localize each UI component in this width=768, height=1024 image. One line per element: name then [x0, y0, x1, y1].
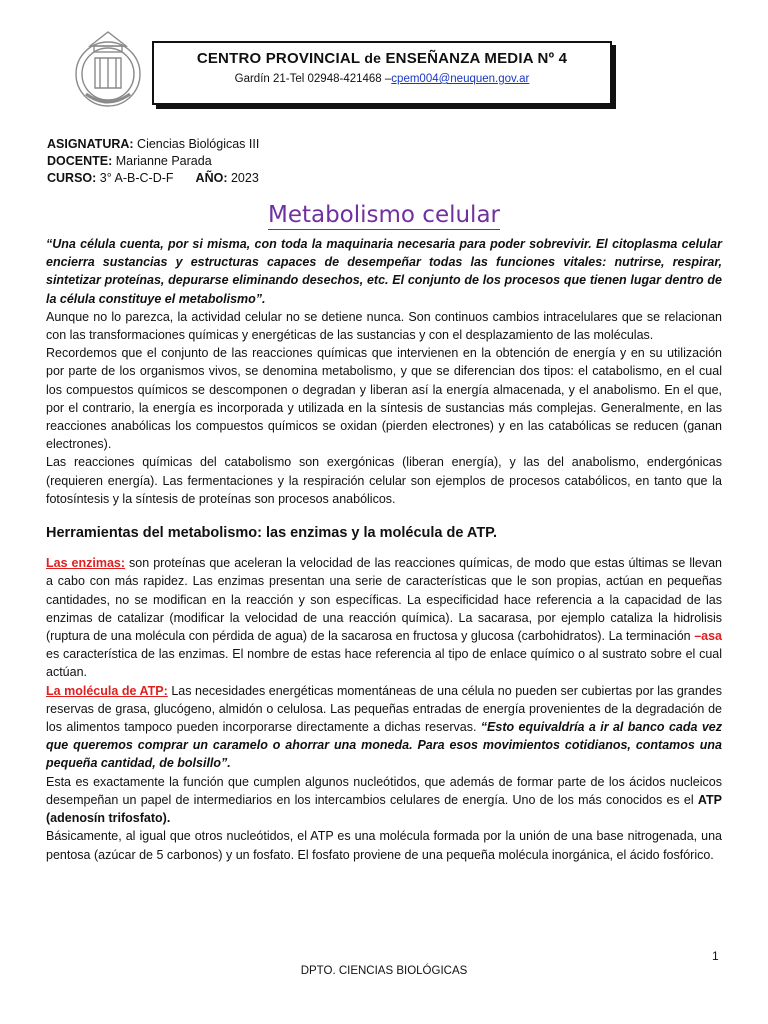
enzimas-paragraph: Las enzimas: son proteínas que aceleran la velocidad de las reacciones químicas, de modo que estas últimas se llevan a cabo con más rapidez. Las enzimas presentan una serie de características que le son propias, actúan en pequeñas cantidades, no se modifican en la reacción y son específicas. La especificidad hace referencia a la capacidad de las enzimas de catalizar (modificar la velocidad de una reacción química). La sacarasa, por ejemplo cataliza la hidrolisis (ruptura de una molécula con pérdida de agua) de la sacarosa en fructosa y glucosa (carbohidratos). La terminación –asa es característica de las enzimas. El nombre de estas hace referencia al tipo de enlace químico o al sustrato sobre el cual actúan.	[46, 556, 722, 680]
document-body	[46, 235, 722, 864]
paragraph: Aunque no lo parezca, la actividad celular no se detiene nunca. Son continuos cambios intracelulares que se relacionan con las transformaciones químicas y energéticas de las sustancias y con el desplazamiento de las moléculas.	[46, 309, 722, 343]
paragraph: Básicamente, al igual que otros nucleótidos, el ATP es una molécula formada por la unión de una base nitrogenada, una pentosa (azúcar de 5 carbonos) y un fosfato. El fosfato proviene de una pequeña molécula inorgánica, el ácido fosfórico.	[46, 829, 722, 862]
contact-address: Gardín 21-Tel 02948-421468	[234, 73, 382, 85]
school-crest-icon	[68, 28, 148, 110]
teacher-line: DOCENTE: Marianne Parada	[47, 154, 212, 168]
atp-paragraph: La molécula de ATP: Las necesidades energéticas momentáneas de una célula no pueden ser cubiertas por las grandes reservas de grasa, glucógeno, almidón o celulosa. Las pequeñas entradas de energía provenientes de la degradación de los alimentos tampoco pueden incorporarse directamente a dichas reservas. “Esto equivaldría a ir al banco cada vez que queremos comprar un caramelo o ahorrar una moneda. Para esos movimientos cotidianos, contamos una pequeña cantidad, de bolsillo”.	[46, 683, 722, 771]
document-title: Metabolismo celular	[267, 202, 501, 228]
page-number: 1	[712, 949, 719, 963]
email-link[interactable]: cpem004@neuquen.gov.ar	[391, 73, 530, 85]
school-header	[152, 41, 612, 105]
intro-quote: “Una célula cuenta, por si misma, con toda la maquinaria necesaria para poder sobrevivir. El citoplasma celular encierra sustancias y estructuras capaces de desempeñar todas las funciones vitales: nutrirse, respirar, sintetizar proteínas, depurarse eliminando desechos, etc. El conjunto de los procesos que tienen lugar dentro de la célula constituye el metabolismo”.	[46, 237, 722, 306]
enzimas-label: Las enzimas:	[46, 556, 126, 571]
subject-line: ASIGNATURA: Ciencias Biológicas III	[47, 137, 260, 151]
course-info	[47, 136, 259, 187]
asa-suffix: –asa	[694, 629, 722, 644]
footer-department: DPTO. CIENCIAS BIOLÓGICAS	[300, 965, 468, 977]
atp-term: ATP (adenosín trifosfato).	[46, 792, 722, 826]
atp-quote: “Esto equivaldría a ir al banco cada vez que queremos comprar un caramelo o ahorrar una moneda. Para esos movimientos cotidianos, contamos una pequeña cantidad, de bolsillo”.	[46, 720, 722, 771]
paragraph: Recordemos que el conjunto de las reacciones químicas que intervienen en la obtención de energía y en su utilización por parte de los organismos vivos, se denomina metabolismo, y que se diferencian dos tipos: el catabolismo, en el cual los compuestos químicos se descomponen o degradan y liberan así la energía almacenada, y el anabolismo. En el que, por el contrario, la energía es incorporada y utilizada en la síntesis de sustancias más complejas. Generalmente, en las reacciones anabólicas los compuestos químicos se oxidan (pierden electrones) y en las catabólicas se reducen (ganan electrones).	[46, 346, 722, 452]
paragraph: Las reacciones químicas del catabolismo son exergónicas (liberan energía), y las del anabolismo, endergónicas (requieren energía). Las fermentaciones y la respiración celular son ejemplos de procesos catabólicos, en tanto que la fotosíntesis y la síntesis de proteínas son procesos anabólicos.	[46, 455, 722, 506]
section-heading: Herramientas del metabolismo: las enzimas y la molécula de ATP.	[46, 525, 498, 542]
atp-label: La molécula de ATP:	[46, 683, 168, 698]
paragraph: Esta es exactamente la función que cumplen algunos nucleótidos, que además de formar parte de los ácidos nucleicos desempeñan un papel de intermediarios en los intercambios celulares de energía. Uno de los más conocidos es el ATP (adenosín trifosfato).	[46, 774, 722, 826]
school-name: CENTRO PROVINCIAL de ENSEÑANZA MEDIA Nº 4	[196, 50, 568, 67]
course-line: CURSO: 3° A-B-C-D-F AÑO: 2023	[47, 171, 259, 185]
school-contact: Gardín 21-Tel 02948-421468 –cpem004@neuquen.gov.ar	[234, 73, 530, 85]
